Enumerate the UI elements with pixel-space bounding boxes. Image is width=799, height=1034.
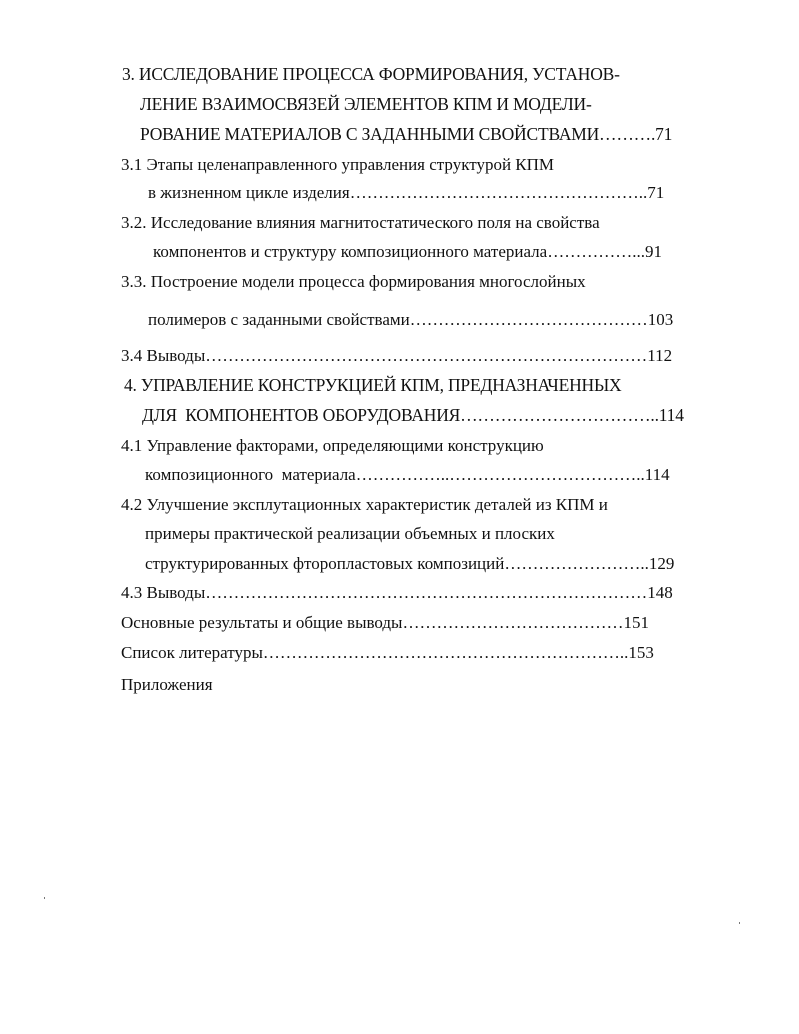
appendix-entry: Приложения — [121, 675, 213, 694]
chapter-3-heading-line-3: РОВАНИЕ МАТЕРИАЛОВ С ЗАДАННЫМИ СВОЙСТВАМИ……….71 — [140, 124, 673, 144]
section-4-1-line-1: 4.1 Управление факторами, определяющими конструкцию — [121, 436, 544, 455]
chapter-3-heading-line-2: ЛЕНИЕ ВЗАИМОСВЯЗЕЙ ЭЛЕМЕНТОВ КПМ И МОДЕЛИ- — [140, 94, 592, 114]
section-3-3-line-1: 3.3. Построение модели процесса формирования многослойных — [121, 272, 586, 291]
scan-speck — [44, 897, 45, 899]
section-3-3-line-2: полимеров с заданными свойствами……………………………………103 — [148, 310, 674, 329]
section-4-2-line-2: примеры практической реализации объемных и плоских — [145, 524, 555, 543]
section-3-1-line-2: в жизненном цикле изделия……………………………………………..71 — [148, 183, 665, 202]
chapter-4-heading-line-2: ДЛЯ КОМПОНЕНТОВ ОБОРУДОВАНИЯ……………………………..114 — [142, 405, 684, 425]
main-results-entry: Основные результаты и общие выводы…………………………………151 — [121, 613, 649, 632]
section-4-2-line-1: 4.2 Улучшение эксплутационных характеристик деталей из КПМ и — [121, 495, 608, 514]
section-4-1-line-2: композиционного материала……………..……………………………..114 — [145, 465, 670, 484]
chapter-3-heading-line-1: 3. ИССЛЕДОВАНИЕ ПРОЦЕССА ФОРМИРОВАНИЯ, УСТАНОВ- — [122, 64, 620, 84]
section-3-1-line-1: 3.1 Этапы целенаправленного управления структурой КПМ — [121, 155, 555, 174]
chapter-4-heading-line-1: 4. УПРАВЛЕНИЕ КОНСТРУКЦИЕЙ КПМ, ПРЕДНАЗНАЧЕННЫХ — [124, 375, 622, 395]
literature-entry: Список литературы………………………………………………………..153 — [121, 643, 654, 662]
scan-speck — [739, 922, 740, 924]
section-4-2-line-3: структурированных фторопластовых композиций……………………..129 — [145, 554, 675, 573]
section-3-4: 3.4 Выводы……………………………………………………………………112 — [121, 346, 673, 365]
section-4-3: 4.3 Выводы……………………………………………………………………148 — [121, 583, 673, 602]
section-3-2-line-2: компонентов и структуру композиционного материала……………...91 — [153, 242, 662, 261]
section-3-2-line-1: 3.2. Исследование влияния магнитостатического поля на свойства — [121, 213, 600, 232]
